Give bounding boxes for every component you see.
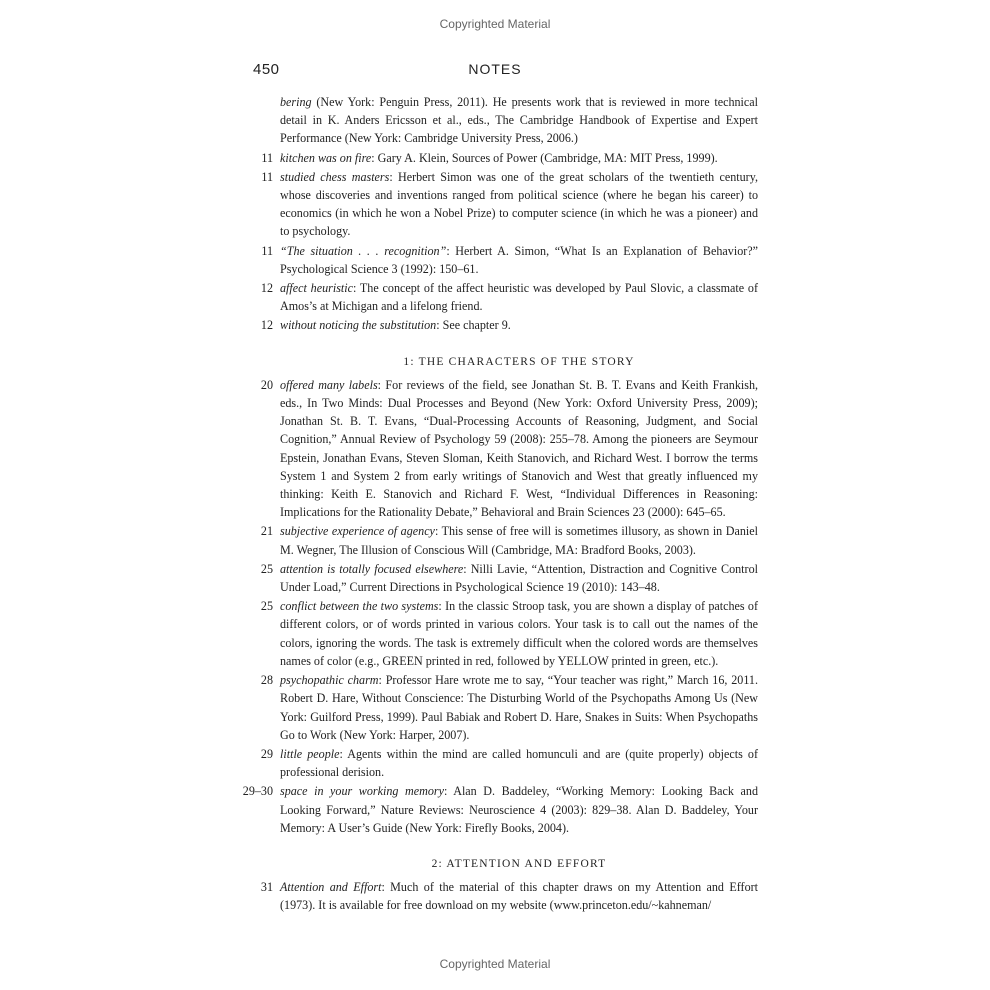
running-head: NOTES [468,61,522,77]
endnote [240,93,758,148]
endnote [240,597,758,670]
endnote-page-ref: 21 [260,524,273,539]
endnote [240,376,758,522]
endnote-term: without noticing the substitution [280,318,437,333]
endnote-text: : Herbert Simon was one of the great scholars of the twentieth century, whose discoveries and inventions ranged from political science (where he began his career) to economics (in which he won a Nobel Prize) to computer science (in which he was a pioneer) and to psychology. [280,169,758,239]
chapter-heading: 2: ATTENTION AND EFFORT [431,857,607,870]
endnote-text: : Gary A. Klein, Sources of Power (Cambridge, MA: MIT Press, 1999). [371,150,718,165]
endnote-term: bering [280,95,312,109]
endnote-page-ref: 11 [261,150,273,165]
endnote-text: : Professor Hare wrote me to say, “Your teacher was right,” March 16, 2011. Robert D. Hare, Without Conscience: The Disturbing World of the Psychopaths Among Us (New York: Guilford Press, 1999). Paul Babiak and Robert D. Hare, Snakes in Suits: When Psychopaths Go to Work (New York: Harper, 2007). [280,673,758,742]
endnote-term: attention is totally focused elsewhere [280,561,464,576]
endnote [240,242,758,278]
endnote-term: Attention and Effort [280,880,382,895]
endnote [240,149,758,167]
endnote-text: : For reviews of the field, see Jonathan St. B. T. Evans and Keith Frankish, eds., In Two Minds: Dual Processes and Beyond (New York: Oxford University Press, 2009); Jonathan St. B. T. Evans, “Dual-Processing Accounts of Reasoning, Judgment, and Social Cognition,” Annual Review of Psychology 59 (2008): 255–78. Among the pioneers are Seymour Epstein, Jonathan Evans, Steven Sloman, Keith Stanovich, and Richard West. I borrow the terms System 1 and System 2 from early writings of Stanovich and West that greatly influenced my thinking: Keith E. Stanovich and Richard F. West, “Individual Differences in Reasoning: Implications for the Rationality Debate,” Behavioral and Brain Sciences 23 (2000): 645–65. [280,377,759,520]
endnote [240,782,758,837]
endnote-page-ref: 28 [260,673,273,688]
endnote-term: studied chess masters [280,169,390,184]
endnote-term: psychopathic charm [280,673,379,688]
endnote-term: kitchen was on fire [280,150,372,165]
endnote-term: subjective experience of agency [280,524,435,539]
endnote-page-ref: 20 [260,377,273,392]
endnote-page-ref: 25 [260,561,273,576]
endnote-term: offered many labels [280,377,378,392]
endnote [240,560,758,596]
endnote [240,168,758,241]
endnote-term: little people [280,746,340,761]
endnote-text: : This sense of free will is sometimes illusory, as shown in Daniel M. Wegner, The Illusion of Conscious Will (Cambridge, MA: Bradford Books, 2003). [280,524,758,557]
endnote-page-ref: 11 [261,243,273,258]
endnote-page-ref: 25 [260,599,273,614]
copyright-watermark-top: Copyrighted Material [439,17,551,31]
endnote-term: affect heuristic [280,281,353,296]
endnote [240,316,758,334]
endnote-text: : The concept of the affect heuristic was developed by Paul Slovic, a classmate of Amos’s at Michigan and a lifelong friend. [280,281,758,314]
copyright-watermark-bottom: Copyrighted Material [439,957,551,971]
endnote-text: : Alan D. Baddeley, “Working Memory: Looking Back and Looking Forward,” Nature Reviews: Neuroscience 4 (2003): 829–38. Alan D. Baddeley, Your Memory: A User’s Guide (New York: Firefly Books, 2004). [280,784,758,835]
endnote [240,878,758,914]
endnote-text: : In the classic Stroop task, you are shown a display of patches of different colors, or of words printed in various colors. Your task is to call out the names of the colors, ignoring the words. The task is extremely difficult when the colored words are themselves names of color (e.g., GREEN printed in red, followed by YELLOW printed in green, etc.). [280,599,758,668]
endnote-term: space in your working memory [280,784,444,799]
endnote-text: : Herbert A. Simon, “What Is an Explanation of Behavior?” Psychological Science 3 (1992): 150–61. [280,243,758,276]
notes-body [240,93,758,916]
chapter-heading: 1: THE CHARACTERS OF THE STORY [403,355,635,368]
endnote-text: (New York: Penguin Press, 2011). He presents work that is reviewed in more technical detail in K. Anders Ericsson et al., eds., The Cambridge Handbook of Expertise and Expert Performance (New York: Cambridge University Press, 2006.) [280,95,758,146]
endnote-page-ref: 12 [260,281,273,296]
endnote [240,279,758,315]
endnote-text: : Much of the material of this chapter draws on my Attention and Effort (1973). It is available for free download on my website (www.princeton.edu/~kahneman/ [280,880,759,913]
endnote-text: : See chapter 9. [436,318,511,333]
endnote-page-ref: 11 [261,169,273,184]
endnote-page-ref: 12 [260,318,273,333]
endnote-text: : Nilli Lavie, “Attention, Distraction and Cognitive Control Under Load,” Current Directions in Psychological Science 19 (2010): 143–48. [280,561,758,595]
endnote-term: “The situation . . . recognition” [280,243,447,258]
endnote [240,522,758,558]
page-number: 450 [253,61,280,78]
endnote [240,745,758,781]
endnote-page-ref: 29 [260,746,273,761]
endnote-term: conflict between the two systems [280,599,439,614]
endnote-page-ref: 31 [260,880,273,895]
endnote-page-ref: 29–30 [242,784,273,799]
endnote [240,671,758,744]
endnote-text: : Agents within the mind are called homunculi and are (quite properly) objects of professional derision. [280,746,758,780]
